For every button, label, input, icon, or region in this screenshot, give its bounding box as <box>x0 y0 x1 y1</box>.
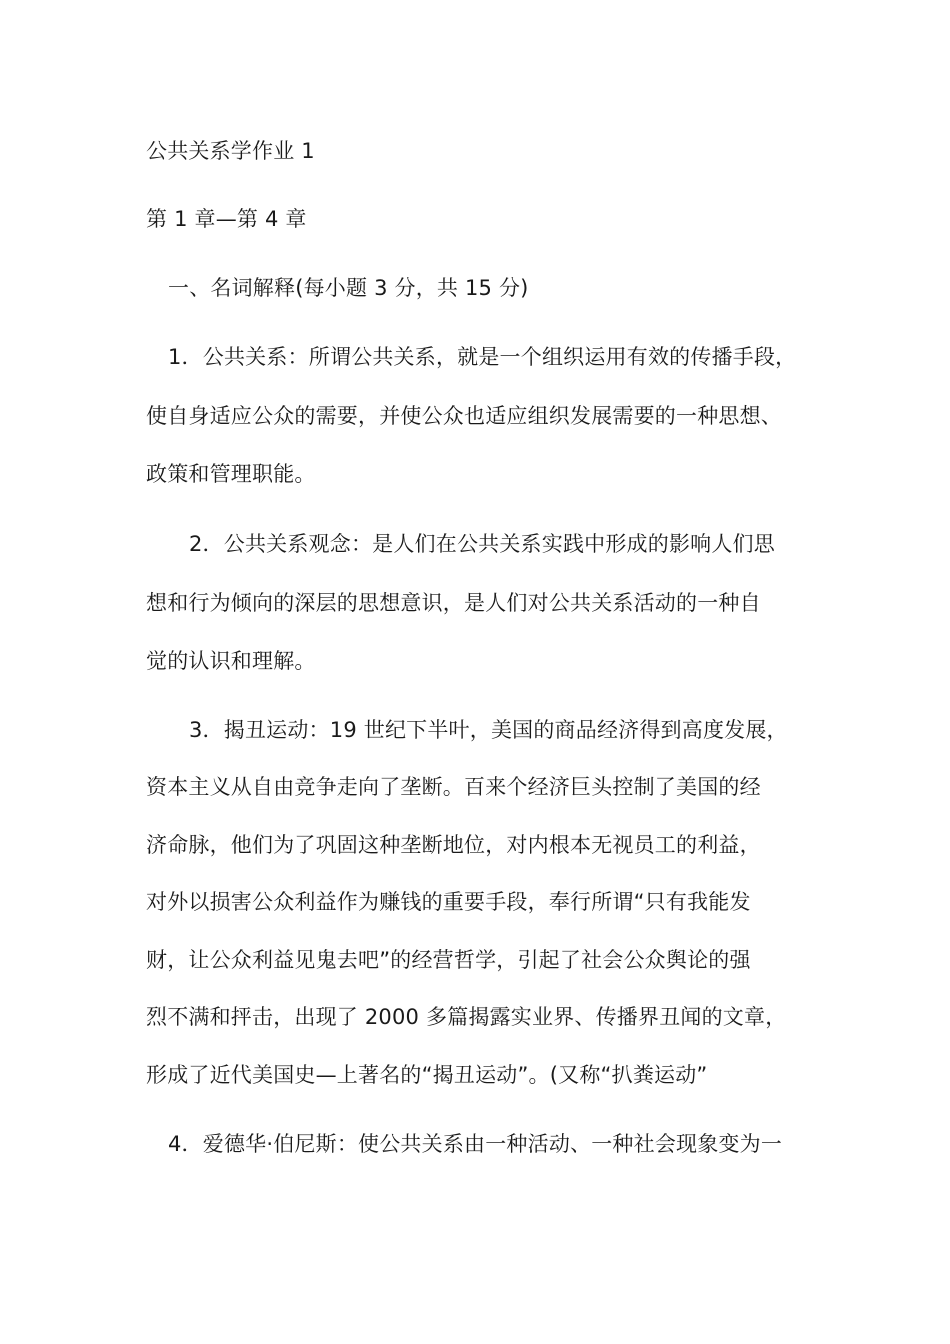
chapter-range: 第 1 章—第 4 章 <box>146 207 307 231</box>
item-line: 对外以损害公众利益作为赚钱的重要手段，奉行所谓“只有我能发 <box>146 890 751 914</box>
item-line: 使自身适应公众的需要，并使公众也适应组织发展需要的一种思想、 <box>146 404 782 428</box>
item-line: 财，让公众利益见鬼去吧”的经营哲学，引起了社会公众舆论的强 <box>146 948 751 972</box>
item-line: 想和行为倾向的深层的思想意识，是人们对公共关系活动的一种自 <box>146 591 761 615</box>
item-line: 烈不满和抨击，出现了 2000 多篇揭露实业界、传播界丑闻的文章， <box>146 1005 787 1029</box>
item-line: 3．揭丑运动：19 世纪下半叶，美国的商品经济得到高度发展， <box>189 718 788 742</box>
item-line: 政策和管理职能。 <box>146 462 316 486</box>
item-line: 4．爱德华·伯尼斯：使公共关系由一种活动、一种社会现象变为一 <box>168 1132 783 1156</box>
section-heading: 一、名词解释(每小题 3 分，共 15 分) <box>168 276 529 300</box>
item-line: 资本主义从自由竞争走向了垄断。百来个经济巨头控制了美国的经 <box>146 775 761 799</box>
item-line: 形成了近代美国史—上著名的“揭丑运动”。(又称“扒粪运动” <box>146 1063 708 1087</box>
item-line: 2．公共关系观念：是人们在公共关系实践中形成的影响人们思 <box>189 532 775 556</box>
item-line: 济命脉，他们为了巩固这种垄断地位，对内根本无视员工的利益， <box>146 833 761 857</box>
item-line: 觉的认识和理解。 <box>146 649 316 673</box>
item-line: 1．公共关系：所谓公共关系，就是一个组织运用有效的传播手段， <box>168 345 797 369</box>
document-title: 公共关系学作业 1 <box>146 139 315 163</box>
